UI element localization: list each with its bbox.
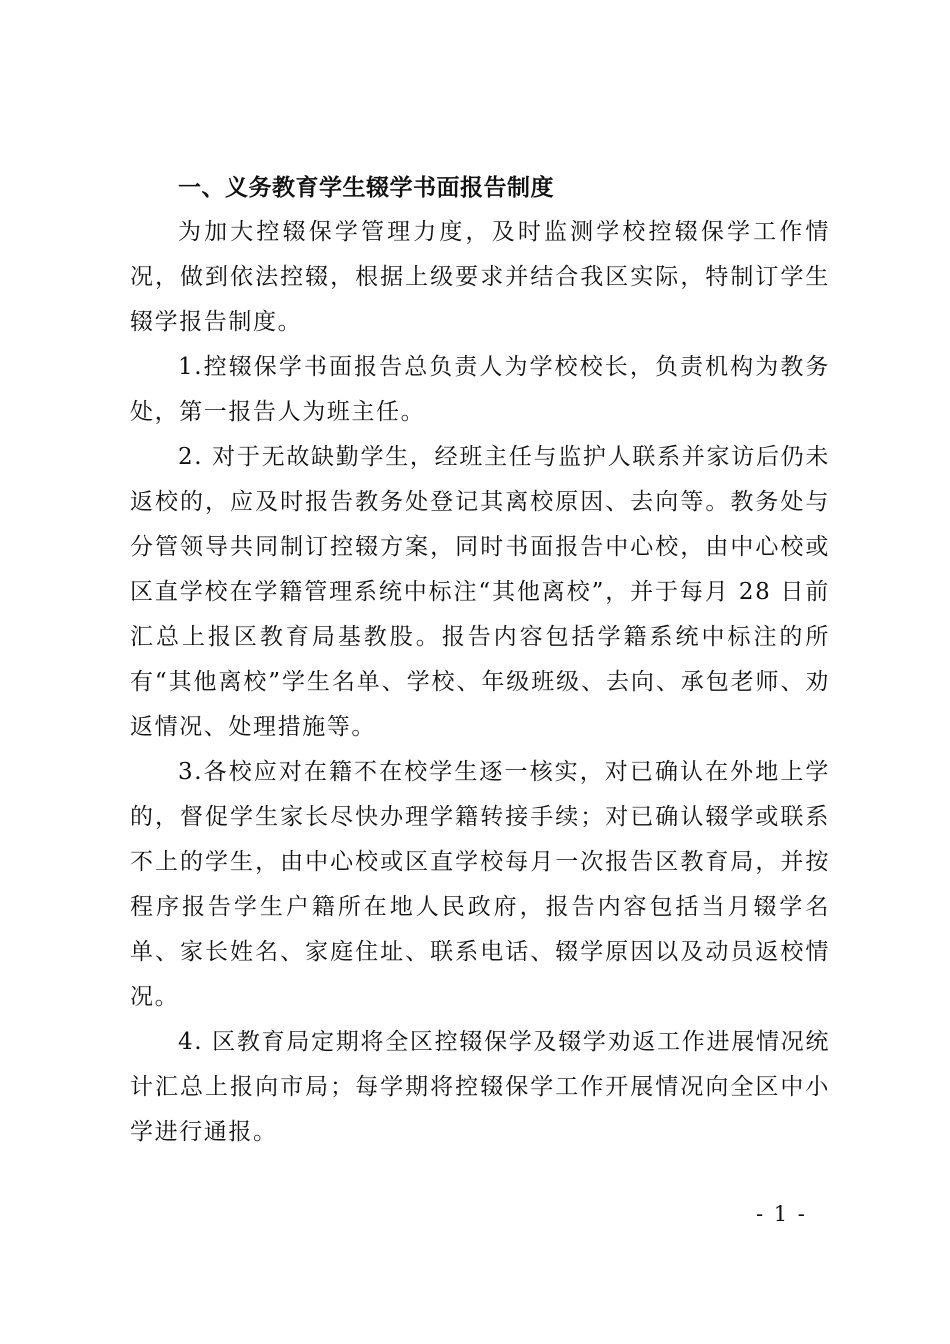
document-body bbox=[130, 166, 830, 1155]
section-heading: 一、义务教育学生辍学书面报告制度 bbox=[178, 175, 554, 201]
rule-3-paragraph: 3.各校应对在籍不在校学生逐一核实，对已确认在外地上学的，督促学生家长尽快办理学籍转接手续；对已确认辍学或联系不上的学生，由中心校或区直学校每月一次报告区教育局，并按程序报告学生户籍所在地人民政府，报告内容包括当月辍学名单、家长姓名、家庭住址、联系电话、辍学原因以及动员返校情况。 bbox=[130, 759, 830, 1010]
rule-4-paragraph: 4. 区教育局定期将全区控辍保学及辍学劝返工作进展情况统计汇总上报向市局；每学期将控辍保学工作开展情况向全区中小学进行通报。 bbox=[130, 1029, 830, 1145]
rule-1-paragraph: 1.控辍保学书面报告总负责人为学校校长，负责机构为教务处，第一报告人为班主任。 bbox=[130, 354, 830, 425]
page-number: - 1 - bbox=[756, 1202, 807, 1226]
intro-paragraph: 为加大控辍保学管理力度，及时监测学校控辍保学工作情况，做到依法控辍，根据上级要求并结合我区实际，特制订学生辍学报告制度。 bbox=[130, 219, 830, 335]
rule-2-paragraph: 2. 对于无故缺勤学生，经班主任与监护人联系并家访后仍未返校的，应及时报告教务处登记其离校原因、去向等。教务处与分管领导共同制订控辍方案，同时书面报告中心校，由中心校或区直学校在学籍管理系统中标注“其他离校”，并于每月 28 日前汇总上报区教育局基教股。报告内容包括学籍系统中标注的所有“其他离校”学生名单、学校、年级班级、去向、承包老师、劝返情况、处理措施等。 bbox=[130, 444, 830, 740]
